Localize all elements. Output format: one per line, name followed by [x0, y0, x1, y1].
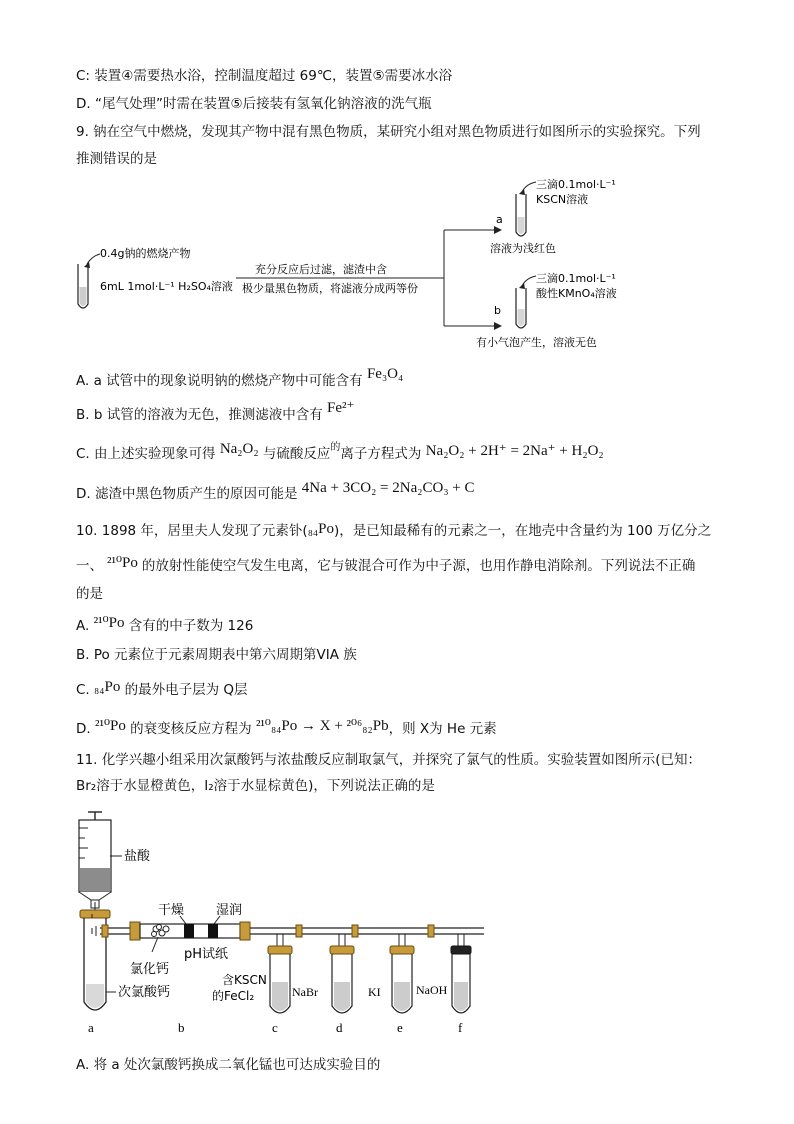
q9a-formula: Fe₃O₄: [366, 366, 404, 382]
label-c: c: [272, 1020, 278, 1035]
fig9-a-result: 溶液为浅红色: [490, 242, 556, 255]
q10-line1-b: )，是已知最稀有的元素之一，在地壳中含量约为 100 万亿分之: [334, 523, 712, 539]
label-wet: 湿润: [216, 903, 243, 918]
q10-option-d: [76, 719, 497, 739]
fig9-b-label: b: [494, 304, 501, 317]
label-cacl2: 氯化钙: [130, 962, 170, 977]
q11-option-a: A. 将 a 处次氯酸钙换成二氧化锰也可达成实验目的: [76, 1057, 381, 1073]
question-10-line3: 的是: [76, 586, 103, 602]
q9c-de: 的: [330, 442, 341, 453]
fig9-a-reagent-1: 三滴0.1mol·L⁻¹: [536, 178, 616, 191]
label-kscn-2: 的FeCl₂: [212, 989, 255, 1003]
fig9-b-result: 有小气泡产生，溶液无色: [476, 336, 597, 349]
fig9-arrow-bottom: 极少量黑色物质，将滤液分成两等份: [242, 282, 418, 295]
q9b-formula: Fe²⁺: [327, 400, 355, 416]
q9c-text1: C. 由上述实验现象可得: [76, 446, 216, 462]
q9b-text: B. b 试管的溶液为无色，推测滤液中含有: [76, 407, 323, 423]
q9c-text3: 离子方程式为: [340, 446, 422, 462]
q10-po-84: ₈₄Po: [307, 521, 334, 537]
label-a: a: [88, 1020, 94, 1035]
label-d: d: [336, 1020, 343, 1035]
tube-d: [330, 934, 354, 1013]
q10-option-c: [76, 680, 248, 700]
q10d-text1: 的衰变核反应方程为: [130, 721, 252, 737]
label-e: e: [397, 1020, 403, 1035]
label-f: f: [458, 1020, 463, 1035]
fig9-a-reagent-2: KSCN溶液: [536, 193, 589, 206]
q10a-label: A.: [76, 618, 90, 634]
q10-option-a: [76, 616, 253, 636]
q10-po-210: ²¹⁰Po: [107, 555, 138, 571]
q9d-formula: 4Na + 3CO₂ = 2Na₂CO₃ + C: [301, 480, 475, 496]
label-naoh: NaOH: [416, 983, 448, 997]
figure-q11: [66, 806, 496, 1038]
label-b: b: [178, 1020, 185, 1035]
q10a-po: ²¹⁰Po: [93, 615, 125, 631]
q10-line1-a: 10. 1898 年，居里夫人发现了元素钋(: [76, 523, 308, 539]
figure-q9: [70, 172, 630, 354]
q10-line2-b: 的放射性能使空气发生电离，它与铍混合可作为中子源，也用作静电消除剂。下列说法不正确: [141, 558, 696, 574]
tube-c: [268, 934, 292, 1013]
q9d-text: D. 滤渣中黑色物质产生的原因可能是: [76, 486, 298, 502]
fig9-a-label: a: [496, 213, 503, 226]
label-caclo: 次氯酸钙: [118, 985, 171, 1000]
q10-line2-a: 一、: [76, 558, 103, 574]
q9-option-d: [76, 480, 475, 504]
q9-option-c: [76, 441, 604, 466]
question-9-line2: 推测错误的是: [76, 151, 157, 167]
q10c-po: ₈₄Po: [94, 679, 121, 695]
q9c-formula1: Na₂O₂: [219, 441, 259, 457]
question-11-line2: Br₂溶于水显橙黄色，I₂溶于水显棕黄色)，下列说法正确的是: [76, 778, 435, 794]
tube-f: [451, 934, 471, 1013]
question-11-line1: 11. 化学兴趣小组采用次氯酸钙与浓盐酸反应制取氯气，并探究了氯气的性质。实验装置如图所示(已知：: [76, 752, 702, 768]
fig9-left-bottom: 6mL 1mol·L⁻¹ H₂SO₄溶液: [100, 280, 233, 293]
fig9-b-reagent-2: 酸性KMnO₄溶液: [536, 287, 617, 300]
left-test-tube: [78, 254, 100, 308]
label-ki: KI: [368, 985, 381, 999]
question-10-line1: [76, 521, 711, 541]
tube-b-apparatus: [130, 922, 250, 940]
q9-option-b: [76, 400, 355, 425]
tube-e: [390, 934, 414, 1013]
syringe: [79, 812, 111, 908]
label-kscn-1: 含KSCN: [222, 973, 267, 987]
tube-b: [516, 276, 536, 328]
q10d-label: D.: [76, 721, 91, 737]
option-c-q8: C: 装置④需要热水浴，控制温度超过 69℃，装置⑤需要冰水浴: [76, 68, 453, 84]
label-dry: 干燥: [158, 903, 185, 918]
question-10-line2: [76, 556, 695, 576]
q9a-text: A. a 试管中的现象说明钠的燃烧产物中可能含有: [76, 373, 363, 389]
fig9-arrow-top: 充分反应后过滤，滤渣中含: [255, 263, 387, 276]
q10d-equation: ²¹⁰₈₄Po → X + ²⁰⁶₈₂Pb: [255, 718, 389, 734]
q10d-text2: ，则 X为 He 元素: [388, 721, 497, 737]
question-9-line1: 9. 钠在空气中燃烧，发现其产物中混有黑色物质，某研究小组对黑色物质进行如图所示的实验探究。下列: [76, 124, 701, 140]
q9-option-a: [76, 366, 404, 391]
tube-a: [516, 182, 536, 236]
q10d-po: ²¹⁰Po: [94, 718, 126, 734]
q10-option-b: B. Po 元素位于元素周期表中第六周期第VIA 族: [76, 647, 357, 663]
label-hcl: 盐酸: [124, 849, 151, 864]
label-ph: pH试纸: [184, 947, 229, 962]
q10c-text: 的最外电子层为 Q层: [124, 682, 248, 698]
q10c-label: C.: [76, 682, 90, 698]
q9c-text2: 与硫酸反应: [262, 446, 331, 462]
label-nabr: NaBr: [292, 985, 318, 999]
q10a-text: 含有的中子数为 126: [128, 618, 254, 634]
fig9-b-reagent-1: 三滴0.1mol·L⁻¹: [536, 272, 616, 285]
option-d-q8: D. “尾气处理”时需在装置⑤后接装有氢氧化钠溶液的洗气瓶: [76, 96, 432, 112]
q9c-formula2: Na₂O₂ + 2H⁺ = 2Na⁺ + H₂O₂: [425, 443, 604, 459]
fig9-left-top: 0.4g钠的燃烧产物: [100, 247, 191, 260]
